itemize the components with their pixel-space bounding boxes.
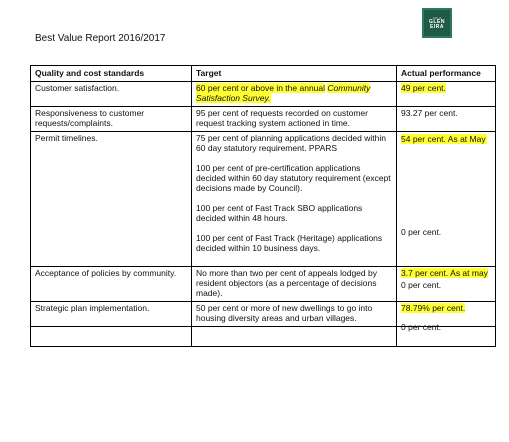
target-item: 100 per cent of pre-certification applications decided within 60 day statutory requirement (except decisions made by Council).	[196, 163, 391, 194]
logo-line-2: GLEN	[429, 18, 445, 25]
report-title: Best Value Report 2016/2017	[35, 33, 166, 44]
standard-cell: Customer satisfaction.	[31, 82, 192, 107]
performance-table	[30, 65, 496, 347]
target-item: 100 per cent of Fast Track SBO applications decided within 48 hours.	[196, 203, 363, 224]
target-cell: No more than two per cent of appeals lodged by resident objectors (as a percentage of decisions made).	[192, 267, 397, 302]
target-text-italic: Community Satisfaction Survey.	[196, 83, 371, 104]
table-row	[31, 82, 496, 107]
header-target: Target	[192, 66, 397, 82]
table-row	[31, 132, 496, 267]
actual-value: 49 per cent.	[401, 83, 446, 94]
standard-cell: Permit timelines.	[31, 132, 192, 267]
actual-value: 0 per cent.	[401, 280, 442, 291]
standard-cell: Responsiveness to customer requests/complaints.	[31, 107, 192, 132]
target-cell	[192, 82, 397, 107]
actual-value: 0 per cent.	[401, 227, 442, 238]
actual-value: 0 per cent.	[401, 322, 442, 333]
logo-line-1: City of	[432, 15, 442, 20]
target-text: 60 per cent or above in the annual	[196, 83, 326, 94]
empty-cell	[31, 327, 192, 347]
table-header-row	[31, 66, 496, 82]
actual-cell: 93.27 per cent.	[397, 107, 496, 132]
target-item: 100 per cent of Fast Track (Heritage) applications decided within 10 business days.	[196, 233, 383, 254]
council-logo	[422, 8, 452, 38]
actual-value: 3.7 per cent. As at may	[401, 268, 488, 279]
target-item: 75 per cent of planning applications decided within 60 day statutory requirement. PPARS	[196, 133, 386, 154]
table-row	[31, 107, 496, 132]
actual-value: 78.79% per cent.	[401, 303, 466, 314]
logo-line-3: EIRA	[430, 23, 444, 30]
empty-cell	[192, 327, 397, 347]
target-cell	[192, 132, 397, 267]
header-standards: Quality and cost standards	[31, 66, 192, 82]
target-cell: 95 per cent of requests recorded on customer request tracking system actioned in time.	[192, 107, 397, 132]
actual-value: 54 per cent. As at May	[401, 134, 486, 145]
standard-cell: Acceptance of policies by community.	[31, 267, 192, 302]
header-actual: Actual performance	[397, 66, 496, 82]
target-cell: 50 per cent or more of new dwellings to go into housing diversity areas and urban villages.	[192, 302, 397, 327]
standard-cell: Strategic plan implementation.	[31, 302, 192, 327]
actual-cell	[397, 82, 496, 107]
